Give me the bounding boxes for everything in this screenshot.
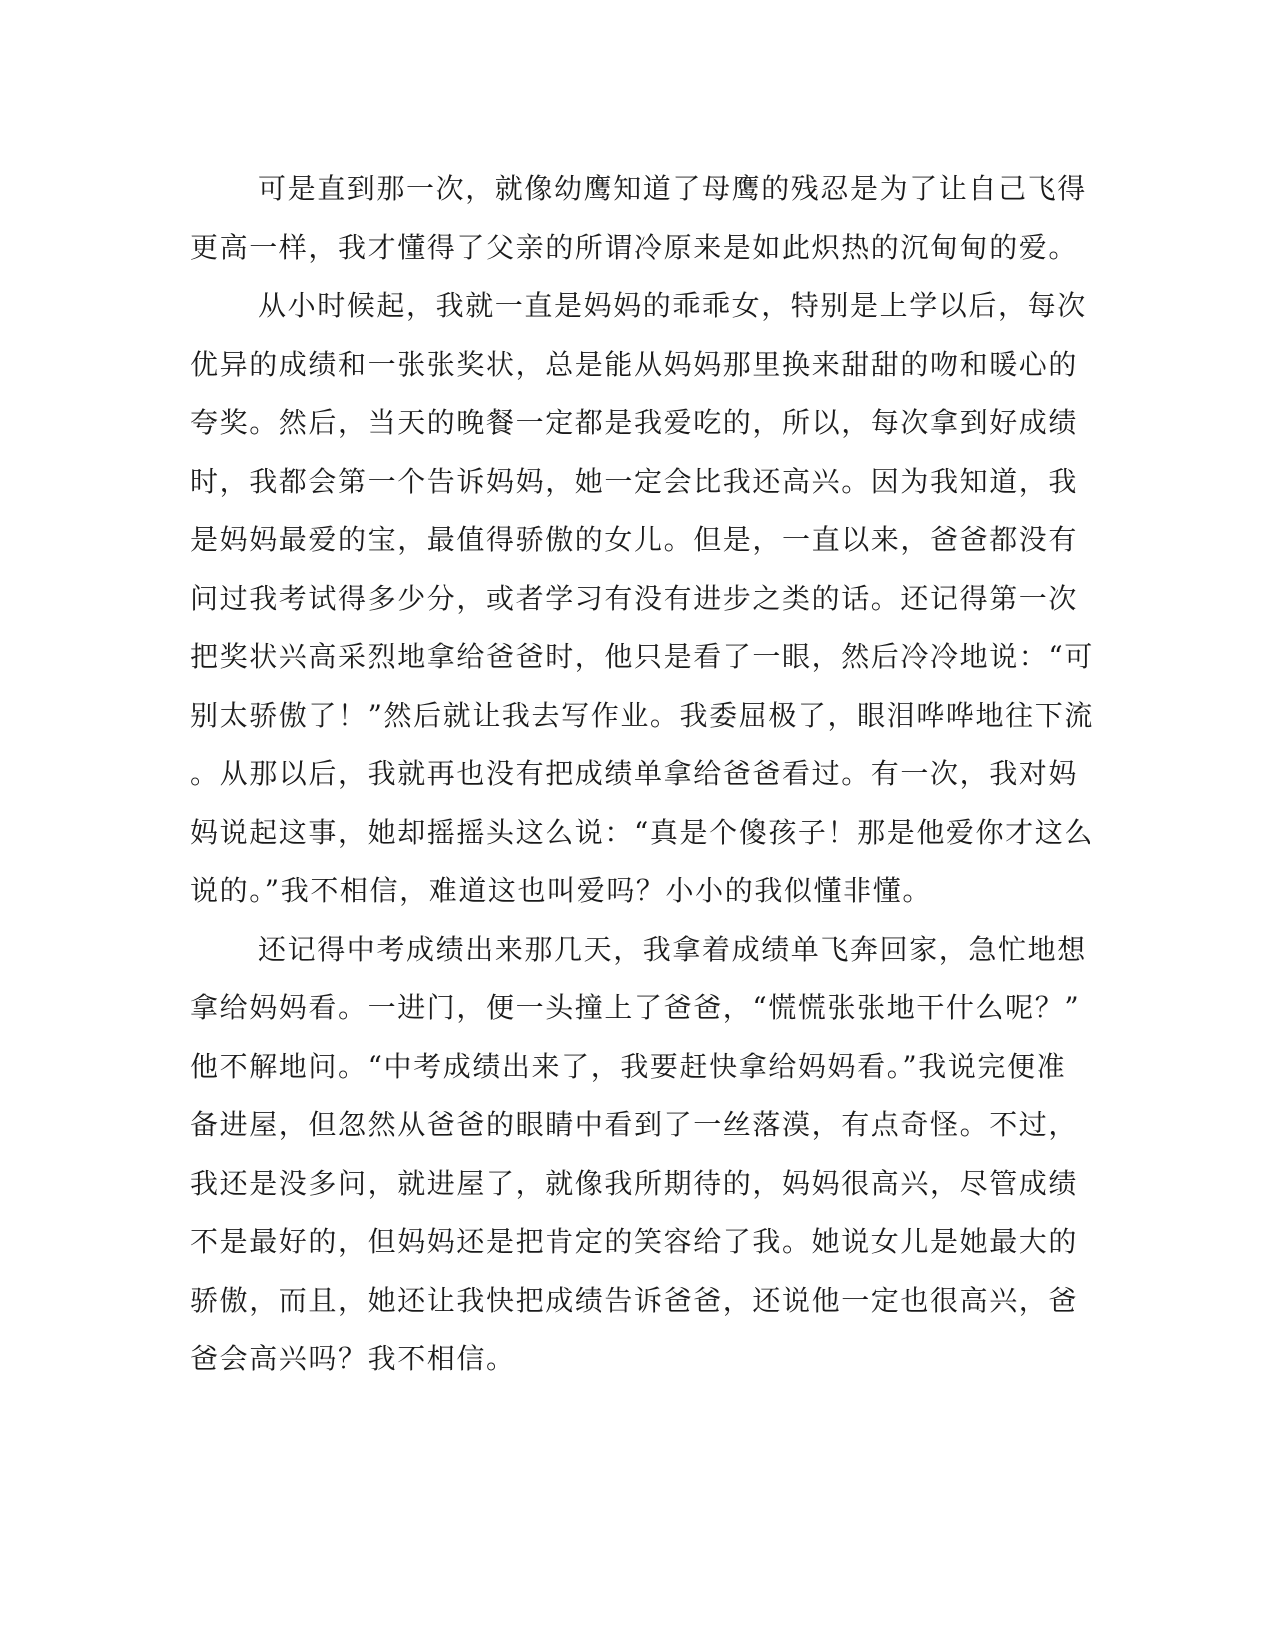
paragraph-2-line-9: 。从那以后，我就再也没有把成绩单拿给爸爸看过。有一次，我对妈 <box>190 757 1079 790</box>
paragraph-2-line-1: 从小时候起，我就一直是妈妈的乖乖女，特别是上学以后，每次 <box>258 289 1087 322</box>
paragraph-2-line-10: 妈说起这事，她却摇摇头这么说：“真是个傻孩子！那是他爱你才这么 <box>190 816 1094 849</box>
paragraph-3-line-3: 他不解地问。“中考成绩出来了，我要赶快拿给妈妈看。”我说完便准 <box>190 1050 1067 1083</box>
paragraph-2-line-11: 说的。”我不相信，难道这也叫爱吗？小小的我似懂非懂。 <box>190 874 932 907</box>
paragraph-2-line-6: 问过我考试得多少分，或者学习有没有进步之类的话。还记得第一次 <box>190 582 1079 615</box>
paragraph-2-line-7: 把奖状兴高采烈地拿给爸爸时，他只是看了一眼，然后冷冷地说：“可 <box>190 640 1094 673</box>
paragraph-2-line-2: 优异的成绩和一张张奖状，总是能从妈妈那里换来甜甜的吻和暖心的 <box>190 348 1079 381</box>
paragraph-2-line-3: 夸奖。然后，当天的晚餐一定都是我爱吃的，所以，每次拿到好成绩 <box>190 406 1079 439</box>
paragraph-3-line-1: 还记得中考成绩出来那几天，我拿着成绩单飞奔回家，急忙地想 <box>258 933 1087 966</box>
paragraph-2-line-8: 别太骄傲了！”然后就让我去写作业。我委屈极了，眼泪哗哗地往下流 <box>190 699 1094 732</box>
paragraph-3-line-5: 我还是没多问，就进屋了，就像我所期待的，妈妈很高兴，尽管成绩 <box>190 1167 1079 1200</box>
paragraph-3-line-4: 备进屋，但忽然从爸爸的眼睛中看到了一丝落漠，有点奇怪。不过， <box>190 1108 1079 1141</box>
paragraph-1-line-2: 更高一样，我才懂得了父亲的所谓冷原来是如此炽热的沉甸甸的爱。 <box>190 231 1079 264</box>
paragraph-3-line-7: 骄傲，而且，她还让我快把成绩告诉爸爸，还说他一定也很高兴，爸 <box>190 1284 1079 1317</box>
paragraph-1-line-1: 可是直到那一次，就像幼鹰知道了母鹰的残忍是为了让自己飞得 <box>258 172 1087 205</box>
paragraph-3-line-6: 不是最好的，但妈妈还是把肯定的笑容给了我。她说女儿是她最大的 <box>190 1225 1079 1258</box>
paragraph-2-line-5: 是妈妈最爱的宝，最值得骄傲的女儿。但是，一直以来，爸爸都没有 <box>190 523 1079 556</box>
paragraph-2-line-4: 时，我都会第一个告诉妈妈，她一定会比我还高兴。因为我知道，我 <box>190 465 1079 498</box>
paragraph-3-line-2: 拿给妈妈看。一进门，便一头撞上了爸爸，“慌慌张张地干什么呢？” <box>190 991 1081 1024</box>
paragraph-3-line-8: 爸会高兴吗？我不相信。 <box>190 1342 516 1375</box>
